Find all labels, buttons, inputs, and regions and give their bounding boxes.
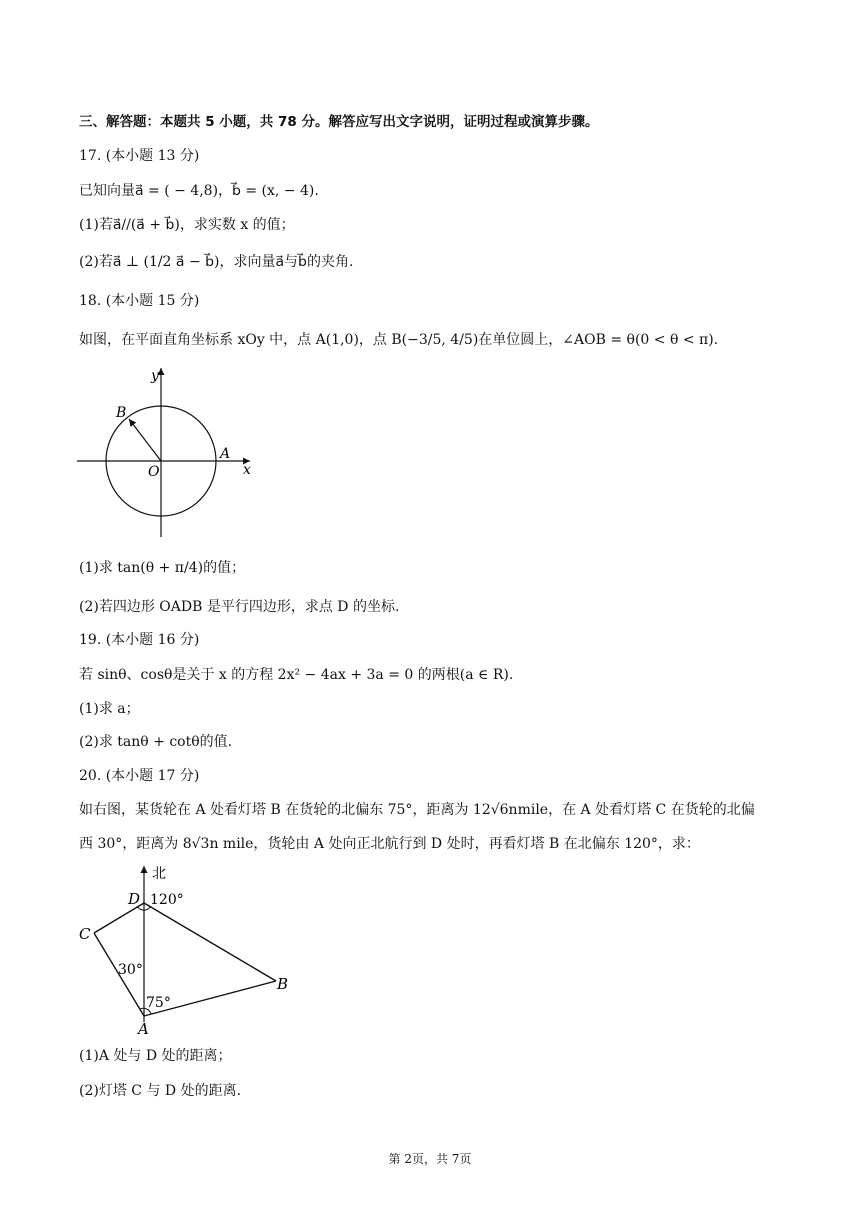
page-footer: 第 2页，共 7页 (388, 1152, 472, 1166)
q18-part2: (2)若四边形 OADB 是平行四边形，求点 D 的坐标. (79, 599, 400, 615)
q18-stem: 如图，在平面直角坐标系 xOy 中，点 A(1,0)，点 B(−3/5, 4/5)在单位圆上，∠AOB = θ(0 < θ < π). (79, 332, 719, 348)
label-a: A (220, 446, 231, 462)
label-angle-c: 30° (118, 962, 143, 978)
q17-stem: 已知向量a⃗ = ( − 4,8)，b⃗ = (x, − 4). (79, 183, 319, 199)
label-o: O (148, 464, 160, 480)
q19-part2: (2)求 tanθ + cotθ的值. (79, 734, 233, 750)
label-angle-d: 120° (150, 892, 184, 908)
label-c: C (79, 925, 91, 943)
label-x: x (243, 462, 251, 478)
label-b: B (116, 405, 127, 421)
unit-circle-figure (72, 362, 262, 547)
label-y: y (151, 368, 159, 384)
q20-stem-line1: 如右图，某货轮在 A 处看灯塔 B 在货轮的北偏东 75°，距离为 12√6nmile，在 A 处看灯塔 C 在货轮的北偏 (79, 802, 755, 818)
vector-ob (129, 419, 161, 461)
segment-db (144, 903, 276, 981)
q19-title: 19. (本小题 16 分) (79, 632, 200, 648)
q17-part1: (1)若a⃗//(a⃗ + b⃗)，求实数 x 的值； (79, 217, 295, 233)
q20-part1: (1)A 处与 D 处的距离； (79, 1048, 232, 1064)
q17-part2: (2)若a⃗ ⊥ (1/2 a⃗ − b⃗)，求向量a⃗与b⃗的夹角. (79, 254, 354, 270)
label-angle-a: 75° (146, 995, 171, 1011)
q17-title: 17. (本小题 13 分) (79, 148, 200, 164)
q18-part1: (1)求 tan(θ + π/4)的值； (79, 560, 246, 576)
label-d: D (128, 890, 141, 908)
q19-part1: (1)求 a； (79, 701, 140, 717)
navigation-figure (74, 860, 304, 1038)
label-b2: B (277, 975, 289, 993)
label-a2: A (138, 1020, 149, 1038)
q18-title: 18. (本小题 15 分) (79, 293, 200, 309)
q19-stem: 若 sinθ、cosθ是关于 x 的方程 2x² − 4ax + 3a = 0 的两根(a ∈ R). (79, 667, 514, 683)
q20-stem-line2: 西 30°，距离为 8√3n mile，货轮由 A 处向正北航行到 D 处时，再看灯塔 B 在北偏东 120°，求： (79, 836, 700, 852)
label-north: 北 (152, 866, 166, 882)
q20-part2: (2)灯塔 C 与 D 处的距离. (79, 1083, 242, 1099)
q20-title: 20. (本小题 17 分) (79, 768, 200, 784)
section-header: 三、解答题：本题共 5 小题，共 78 分。解答应写出文字说明，证明过程或演算步骤。 (79, 114, 599, 130)
